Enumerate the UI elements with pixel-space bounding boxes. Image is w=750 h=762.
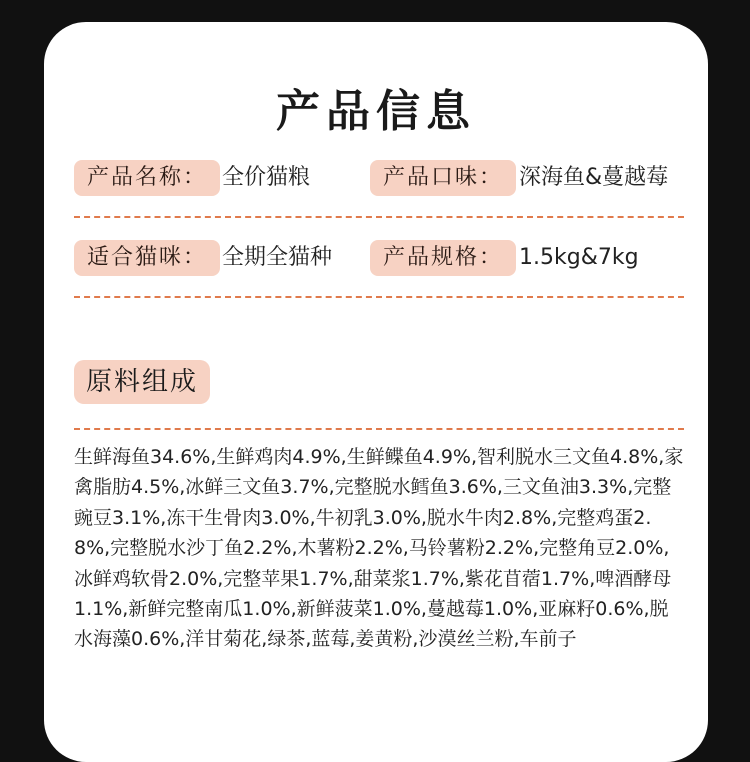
product-info-card <box>44 22 708 762</box>
suitable-cat-label: 适合猫咪： <box>74 240 220 276</box>
dashed-divider <box>74 216 684 218</box>
dashed-divider <box>74 296 684 298</box>
dashed-divider <box>74 428 684 430</box>
info-row-1 <box>74 160 684 196</box>
product-name-value: 全价猫粮 <box>222 165 311 190</box>
product-spec-label: 产品规格： <box>370 240 516 276</box>
info-row-2 <box>74 240 684 276</box>
product-name-label: 产品名称： <box>74 160 220 196</box>
product-flavor-label: 产品口味： <box>370 160 516 196</box>
product-flavor-value: 深海鱼&蔓越莓 <box>519 165 669 190</box>
product-spec-value: 1.5kg&7kg <box>519 245 639 270</box>
ingredients-heading: 原料组成 <box>74 360 210 404</box>
ingredients-text: 生鲜海鱼34.6%,生鲜鸡肉4.9%,生鲜鲽鱼4.9%,智利脱水三文鱼4.8%,家禽脂肪4.5%,冰鲜三文鱼3.7%,完整脱水鳕鱼3.6%,三文鱼油3.3%,完整豌豆3.1%,冻干生骨肉3.0%,牛初乳3.0%,脱水牛肉2.8%,完整鸡蛋2.8%,完整脱水沙丁鱼2.2%,木薯粉2.2%,马铃薯粉2.2%,完整角豆2.0%,冰鲜鸡软骨2.0%,完整苹果1.7%,甜菜浆1.7%,紫花苜蓿1.7%,啤酒酵母1.1%,新鲜完整南瓜1.0%,新鲜菠菜1.0%,蔓越莓1.0%,亚麻籽0.6%,脱水海藻0.6%,洋甘菊花,绿茶,蓝莓,姜黄粉,沙漠丝兰粉,车前子 <box>74 446 684 651</box>
page-title: 产品信息 <box>276 86 476 137</box>
suitable-cat-value: 全期全猫种 <box>222 245 333 270</box>
